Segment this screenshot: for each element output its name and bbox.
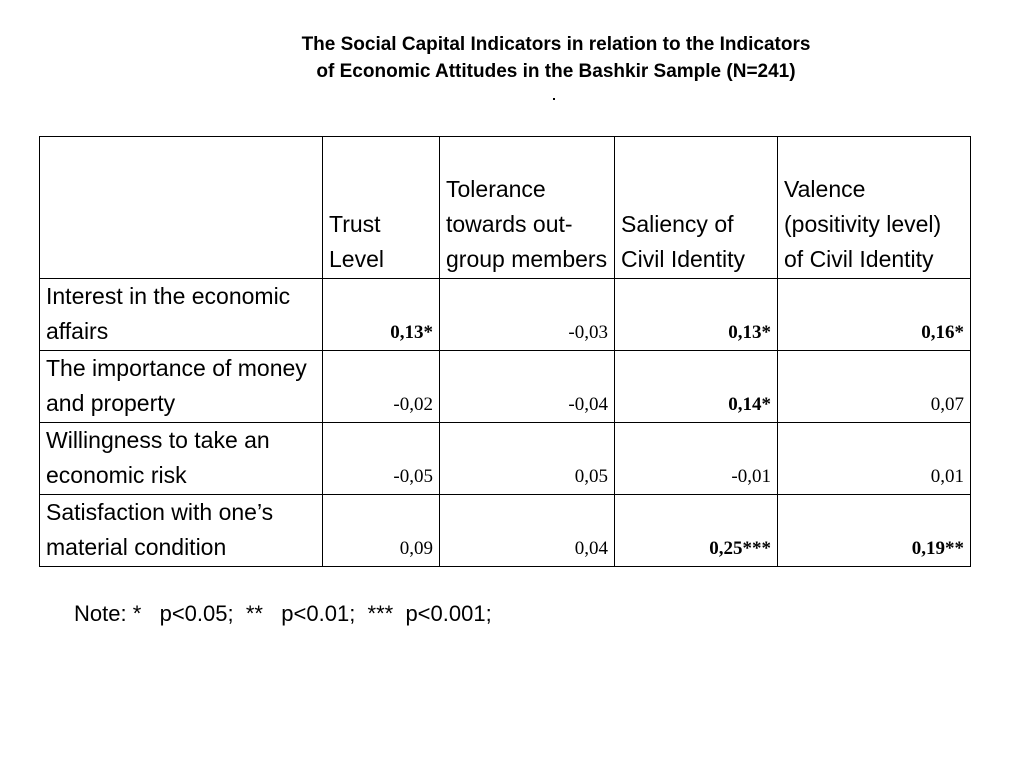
row-label: The importance of money and property — [40, 351, 323, 423]
correlation-value: 0,07 — [778, 351, 971, 423]
row-label: Satisfaction with one’s material condition — [40, 495, 323, 567]
correlation-value: -0,01 — [615, 423, 778, 495]
table-row — [40, 423, 971, 495]
correlation-value: 0,05 — [440, 423, 615, 495]
row-label: Interest in the economic affairs — [40, 279, 323, 351]
row-label: Willingness to take an economic risk — [40, 423, 323, 495]
header-valence: Valence (positivity level) of Civil Identity — [778, 137, 971, 279]
correlation-value: 0,04 — [440, 495, 615, 567]
correlation-value: -0,02 — [323, 351, 440, 423]
table-header-row — [40, 137, 971, 279]
correlation-value: 0,14* — [615, 351, 778, 423]
correlation-value: 0,16* — [778, 279, 971, 351]
correlation-value: 0,25*** — [615, 495, 778, 567]
correlation-value: -0,03 — [440, 279, 615, 351]
table-title-line-1: The Social Capital Indicators in relation to the Indicators — [301, 34, 811, 55]
correlation-value: 0,19** — [778, 495, 971, 567]
table-row — [40, 351, 971, 423]
table-title-line-2: of Economic Attitudes in the Bashkir Sample (N=241) — [316, 61, 796, 82]
correlation-table — [39, 136, 971, 567]
correlation-value: -0,05 — [323, 423, 440, 495]
header-trust-level: Trust Level — [323, 137, 440, 279]
header-saliency: Saliency of Civil Identity — [615, 137, 778, 279]
correlation-value: -0,04 — [440, 351, 615, 423]
correlation-value: 0,13* — [323, 279, 440, 351]
correlation-value: 0,01 — [778, 423, 971, 495]
correlation-value: 0,09 — [323, 495, 440, 567]
correlation-value: 0,13* — [615, 279, 778, 351]
header-tolerance: Tolerance towards out-group members — [440, 137, 615, 279]
table-row — [40, 279, 971, 351]
stray-dot — [553, 98, 555, 100]
header-empty-cell — [40, 137, 323, 279]
significance-note: Note: * p<0.05; ** p<0.01; *** p<0.001; — [74, 601, 492, 626]
table-row — [40, 495, 971, 567]
